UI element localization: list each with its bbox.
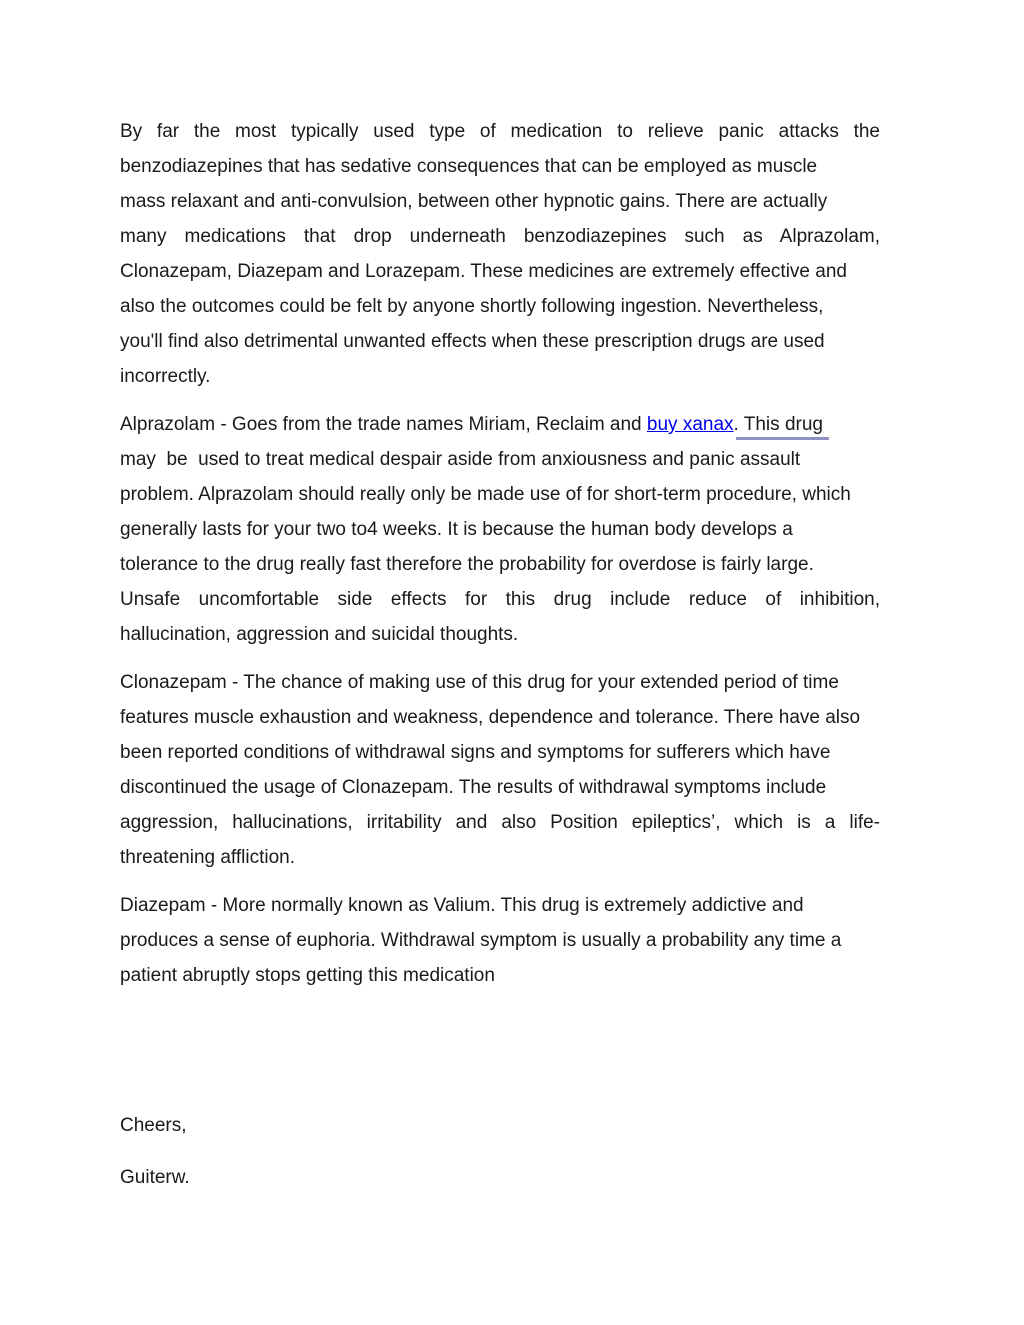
text-line: may be used to treat medical despair aside from anxiousness and panic assault <box>120 449 801 470</box>
signature-text: Guiterw. <box>120 1167 190 1188</box>
paragraph-clonazepam <box>120 665 880 875</box>
text-line: Diazepam - More normally known as Valium. This drug is extremely addictive and <box>120 895 804 916</box>
buy-xanax-link[interactable]: buy xanax <box>646 414 734 435</box>
text-line: discontinued the usage of Clonazepam. The results of withdrawal symptoms include <box>120 777 827 798</box>
text-line: problem. Alprazolam should really only be made use of for short-term procedure, which <box>120 484 851 505</box>
text-line: Clonazepam, Diazepam and Lorazepam. These medicines are extremely effective and <box>120 261 847 282</box>
text-after-link: drug <box>784 414 823 435</box>
text-line: you'll find also detrimental unwanted effects when these prescription drugs are used <box>120 331 825 352</box>
closing-text: Cheers, <box>120 1115 187 1136</box>
text-line: aggression, hallucinations, irritability and also Position epileptics’, which is a life- <box>120 812 880 833</box>
text-line: hallucination, aggression and suicidal thoughts. <box>120 624 519 645</box>
text-line: Unsafe uncomfortable side effects for this drug include reduce of inhibition, <box>120 589 880 610</box>
text-line: many medications that drop underneath benzodiazepines such as Alprazolam, <box>120 226 880 247</box>
text-line: patient abruptly stops getting this medication <box>120 965 495 986</box>
paragraph-alprazolam <box>120 407 880 652</box>
text-line: also the outcomes could be felt by anyone shortly following ingestion. Nevertheless, <box>120 296 824 317</box>
text-before-link: Alprazolam - Goes from the trade names Miriam, Reclaim and <box>120 414 647 435</box>
text-line: mass relaxant and anti-convulsion, between other hypnotic gains. There are actually <box>120 191 828 212</box>
text-line: features muscle exhaustion and weakness, dependence and tolerance. There have also <box>120 707 861 728</box>
text-line: produces a sense of euphoria. Withdrawal symptom is usually a probability any time a <box>120 930 842 951</box>
text-line <box>120 407 880 442</box>
text-line: By far the most typically used type of medication to relieve panic attacks the <box>120 121 880 142</box>
text-line: incorrectly. <box>120 366 211 387</box>
text-line: generally lasts for your two to4 weeks. It is because the human body develops a <box>120 519 793 540</box>
paragraph-diazepam <box>120 888 880 993</box>
paragraph-intro <box>120 114 880 394</box>
text-line: been reported conditions of withdrawal signs and symptoms for sufferers which have <box>120 742 831 763</box>
text-line: benzodiazepines that has sedative consequences that can be employed as muscle <box>120 156 818 177</box>
marker-underlined-text: . This <box>733 414 785 435</box>
text-line: threatening affliction. <box>120 847 295 868</box>
text-line: Clonazepam - The chance of making use of this drug for your extended period of time <box>120 672 839 693</box>
text-line: tolerance to the drug really fast therefore the probability for overdose is fairly large. <box>120 554 814 575</box>
